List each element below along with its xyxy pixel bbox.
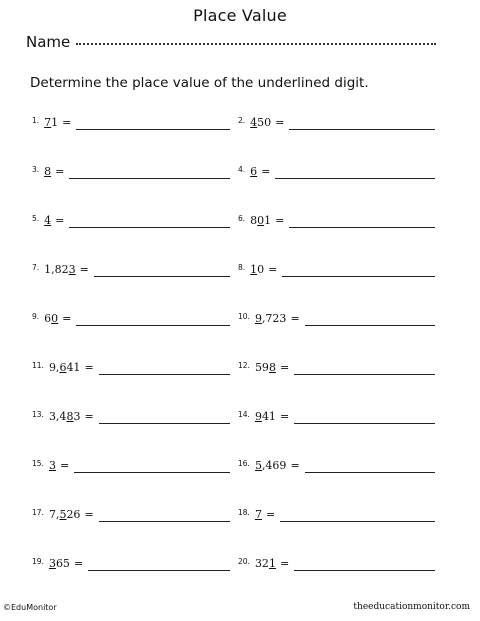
problem-number: 4. [238,165,246,174]
problem-item [32,165,68,181]
underlined-digit: 3 [68,263,76,276]
value-prefix: 1,82 [44,263,69,276]
equals-sign: = [290,459,300,472]
value-suffix: 1 [51,116,59,129]
answer-line[interactable] [69,178,230,179]
answer-line[interactable] [275,178,435,179]
problem-number: 9. [32,312,40,321]
answer-line[interactable] [294,374,435,375]
problem-number: 6. [238,214,246,223]
value-prefix: 9, [48,361,60,374]
problem-number: 5. [32,214,40,223]
problem-value [44,312,58,325]
problem-value [250,116,271,129]
equals-sign: = [265,508,276,521]
answer-line[interactable] [305,472,435,473]
problem-item [32,459,73,475]
problem-item [238,214,288,230]
answer-line[interactable] [94,276,230,277]
underlined-digit: 0 [257,214,265,227]
value-suffix: ,723 [261,312,287,325]
problem-value [49,557,70,570]
underlined-digit: 3 [48,557,56,570]
problem-item [32,361,98,377]
value-prefix: 8 [250,214,258,227]
problem-value [250,214,271,227]
problem-item [32,214,68,230]
equals-sign: = [279,557,290,570]
value-prefix: 7, [48,508,60,521]
answer-line[interactable] [69,227,230,228]
underlined-digit: 8 [268,361,276,374]
answer-line[interactable] [99,521,230,522]
problem-item [32,312,75,328]
problem-number: 8. [238,263,246,272]
problem-item [238,361,293,377]
underlined-digit: 9 [254,312,262,325]
problem-item [238,312,304,328]
equals-sign: = [84,508,94,521]
value-prefix: 59 [254,361,269,374]
problem-value [255,508,262,521]
problem-value [255,557,276,570]
footer-copyright: ©EduMonitor [3,603,57,612]
name-label: Name [26,33,71,51]
underlined-digit: 8 [66,410,74,423]
value-prefix: 6 [44,312,52,325]
answer-line[interactable] [88,570,230,571]
problem-value [49,361,81,374]
underlined-digit: 0 [51,312,59,325]
problem-value [44,165,51,178]
underlined-digit: 7 [254,508,262,521]
problem-number: 14. [238,410,250,419]
value-suffix: 41 [261,410,276,423]
equals-sign: = [84,410,94,423]
underlined-digit: 4 [44,214,52,227]
equals-sign: = [79,263,89,276]
underlined-digit: 4 [250,116,258,129]
problem-value [44,214,51,227]
footer-website: theeducationmonitor.com [353,602,470,612]
problem-number: 16. [238,459,250,468]
value-suffix: ,469 [261,459,287,472]
name-dotted-line[interactable] [76,31,436,45]
value-suffix: 0 [257,263,265,276]
problem-item [238,263,281,279]
instructions: Determine the place value of the underlined digit. [30,75,369,91]
problem-item [32,557,87,573]
problem-value [250,263,264,276]
answer-line[interactable] [76,129,230,130]
problem-number: 18. [238,508,250,517]
problem-item [238,410,293,426]
value-suffix: 3 [73,410,81,423]
problem-number: 15. [32,459,44,468]
equals-sign: = [62,116,72,129]
problem-value [255,410,276,423]
answer-line[interactable] [74,472,230,473]
value-prefix: 32 [254,557,269,570]
equals-sign: = [55,214,65,227]
value-prefix: 3,4 [48,410,67,423]
problem-item [32,263,93,279]
answer-line[interactable] [99,374,230,375]
problem-value [255,459,287,472]
value-suffix: 26 [66,508,81,521]
equals-sign: = [275,214,285,227]
value-suffix: 1 [264,214,272,227]
underlined-digit: 6 [250,165,258,178]
answer-line[interactable] [99,423,230,424]
underlined-digit: 1 [268,557,276,570]
problem-item [32,116,75,132]
value-suffix: 41 [66,361,81,374]
problem-item [238,459,304,475]
equals-sign: = [73,557,84,570]
problem-value [44,263,76,276]
problem-item [32,410,98,426]
problem-number: 10. [238,312,250,321]
problem-value [49,459,56,472]
answer-line[interactable] [294,423,435,424]
answer-line[interactable] [289,227,435,228]
equals-sign: = [290,312,300,325]
underlined-digit: 1 [250,263,258,276]
equals-sign: = [275,116,285,129]
problem-item [238,508,279,524]
equals-sign: = [84,361,94,374]
answer-line[interactable] [76,325,230,326]
value-suffix: 50 [257,116,272,129]
problem-number: 3. [32,165,40,174]
problem-number: 12. [238,361,250,370]
problem-item [32,508,98,524]
equals-sign: = [279,361,290,374]
equals-sign: = [55,165,65,178]
problem-number: 19. [32,557,44,566]
problem-value [49,410,81,423]
problem-item [238,116,288,132]
answer-line[interactable] [289,129,435,130]
problem-item [238,557,293,573]
answer-line[interactable] [305,325,435,326]
problem-number: 13. [32,410,44,419]
value-suffix: 65 [55,557,70,570]
problem-number: 11. [32,361,44,370]
answer-line[interactable] [280,521,435,522]
problem-number: 7. [32,263,40,272]
problem-value [49,508,81,521]
worksheet-title: Place Value [193,6,287,25]
underlined-digit: 7 [44,116,52,129]
problem-value [44,116,58,129]
answer-line[interactable] [294,570,435,571]
underlined-digit: 3 [48,459,56,472]
problem-item [238,165,274,181]
name-field-row [26,33,436,51]
equals-sign: = [261,165,271,178]
equals-sign: = [279,410,290,423]
underlined-digit: 8 [44,165,52,178]
problem-value [250,165,257,178]
underlined-digit: 9 [254,410,262,423]
problem-number: 1. [32,116,40,125]
underlined-digit: 6 [59,361,67,374]
problem-number: 2. [238,116,246,125]
equals-sign: = [59,459,70,472]
problem-value [255,312,287,325]
problem-number: 20. [238,557,250,566]
equals-sign: = [62,312,72,325]
underlined-digit: 5 [254,459,262,472]
answer-line[interactable] [282,276,435,277]
problem-number: 17. [32,508,44,517]
equals-sign: = [268,263,278,276]
problem-value [255,361,276,374]
underlined-digit: 5 [59,508,67,521]
